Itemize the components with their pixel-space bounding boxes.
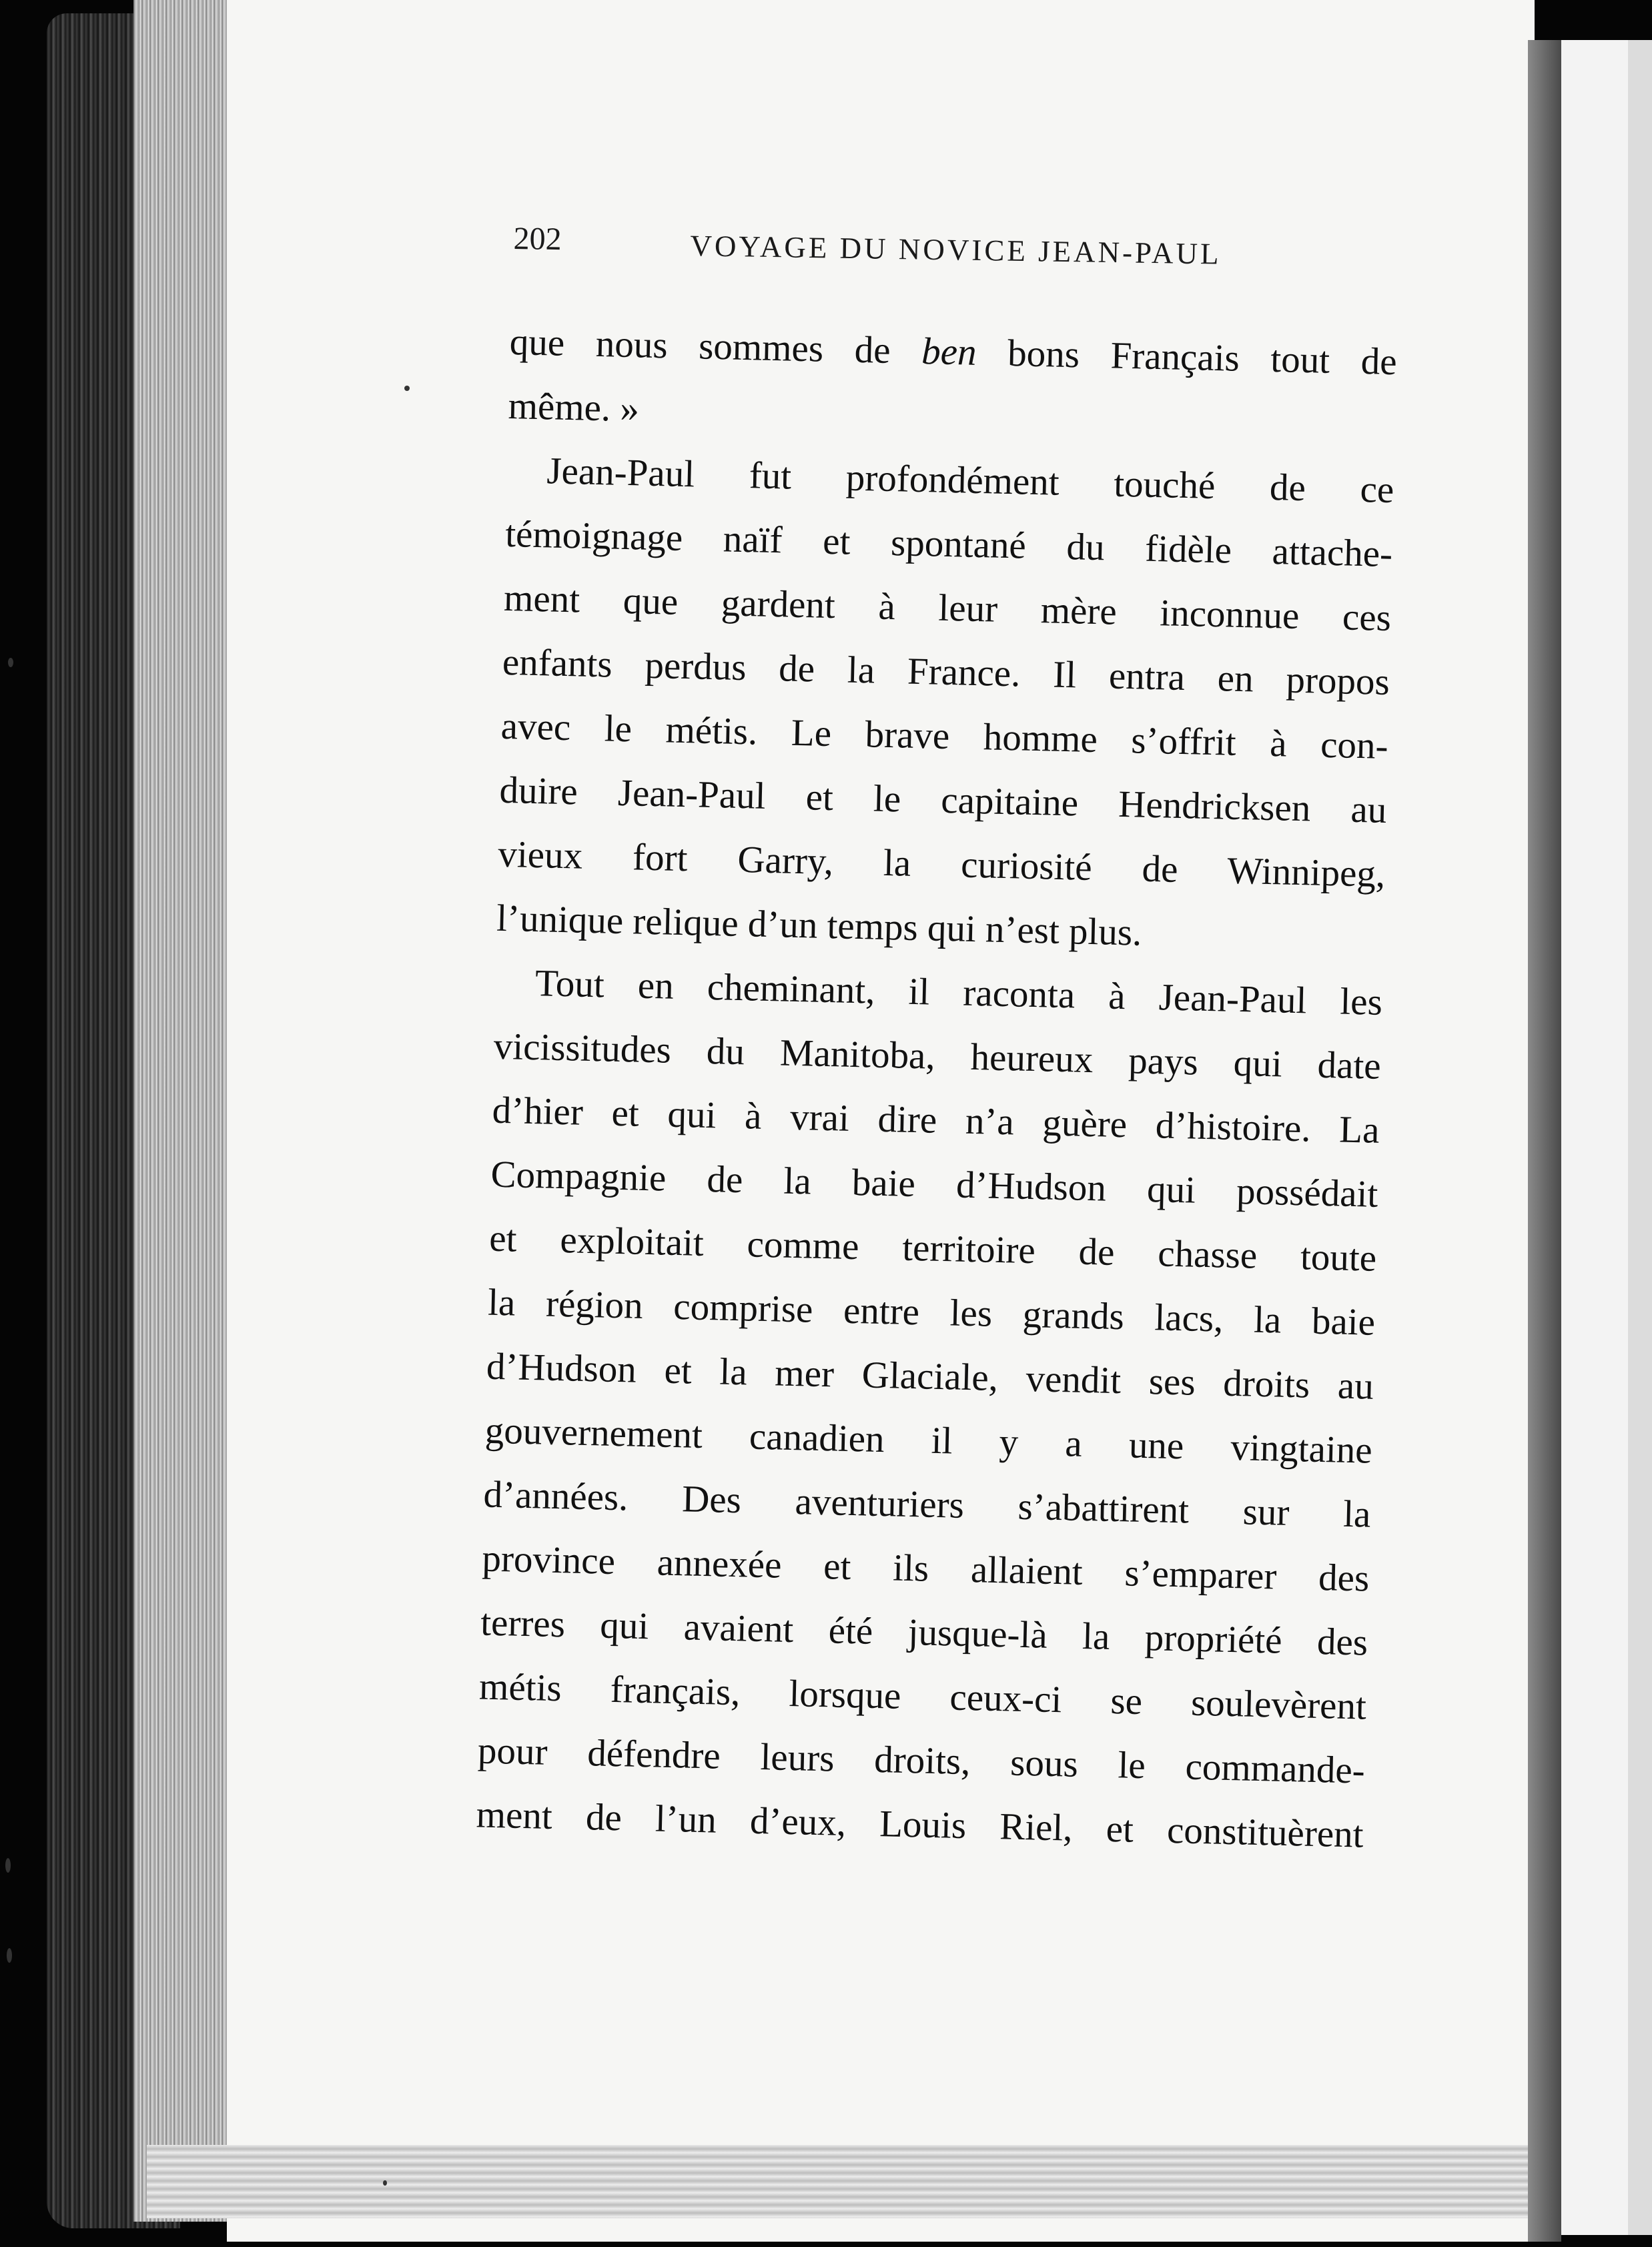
scan-speck <box>8 658 13 667</box>
text-line: terres qui avaient été jusque-là la propriété des <box>480 1601 1368 1664</box>
scan-speck <box>383 2180 387 2186</box>
text-line: gouvernement canadien il y a une vingtaine <box>484 1409 1373 1472</box>
running-title: VOYAGE DU NOVICE JEAN-PAUL <box>690 229 1222 271</box>
text-line-part: que nous sommes de <box>509 320 922 372</box>
text-line: l’unique relique d’un temps qui n’est plus. <box>496 897 1143 954</box>
text-line: Jean-Paul fut profondément touché de ce <box>546 450 1394 512</box>
text-line: d’hier et qui à vrai dire n’a guère d’histoire. La <box>492 1089 1380 1152</box>
body-text <box>476 310 1398 1867</box>
scan-speck <box>5 1858 11 1873</box>
text-line: Compagnie de la baie d’Hudson qui possédait <box>490 1153 1378 1216</box>
page-bottom-edge <box>147 2145 1528 2218</box>
text-line: province annexée et ils allaient s’emparer des <box>481 1537 1370 1600</box>
italic-word: ben <box>921 330 977 374</box>
text-line: et exploitait comme territoire de chasse toute <box>488 1217 1377 1280</box>
scan-speck <box>7 1948 12 1963</box>
page-stack-edge <box>133 0 227 2222</box>
page-number: 202 <box>513 220 562 258</box>
facing-page-edge <box>1628 40 1652 2235</box>
text-line: métis français, lorsque ceux-ci se soulevèrent <box>478 1665 1367 1728</box>
text-line: vicissitudes du Manitoba, heureux pays qui date <box>493 1025 1382 1087</box>
text-line: pour défendre leurs droits, sous le commande- <box>477 1729 1366 1792</box>
text-line: vieux fort Garry, la curiosité de Winnipeg, <box>497 833 1386 895</box>
text-line: enfants perdus de la France. Il entra en propos <box>502 640 1390 704</box>
text-line: la région comprise entre les grands lacs, la baie <box>487 1281 1376 1344</box>
gutter-shadow <box>1528 40 1561 2242</box>
text-line: Tout en cheminant, il raconta à Jean-Paul les <box>534 962 1383 1023</box>
text-line: duire Jean-Paul et le capitaine Hendricksen au <box>498 769 1388 831</box>
text-line: avec le métis. Le brave homme s’offrit à con- <box>500 705 1389 768</box>
text-line: ment de l’un d’eux, Louis Riel, et constituèrent <box>476 1793 1364 1856</box>
text-line: même. » <box>508 384 640 430</box>
text-line-part: bons Français tout de <box>975 331 1398 384</box>
text-line: d’Hudson et la mer Glaciale, vendit ses droits au <box>486 1345 1374 1408</box>
text-line: d’années. Des aventuriers s’abattirent sur la <box>483 1473 1372 1536</box>
scan-speck <box>404 386 410 391</box>
text-line: témoignage naïf et spontané du fidèle attache- <box>504 512 1393 576</box>
text-line: ment que gardent à leur mère inconnue ces <box>503 576 1392 640</box>
